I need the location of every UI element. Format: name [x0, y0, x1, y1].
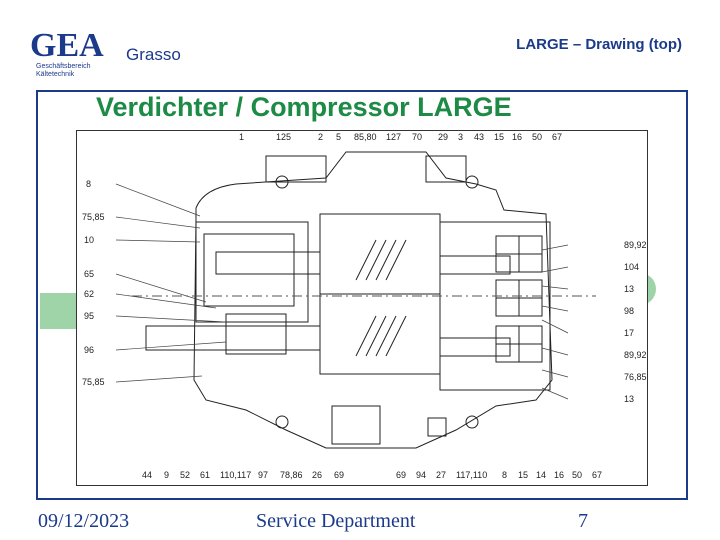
callout-label: 70 [412, 132, 423, 142]
labels-right [624, 240, 647, 404]
callout-label: 29 [438, 132, 449, 142]
callout-label: 127 [386, 132, 402, 142]
footer-date: 09/12/2023 [38, 510, 130, 532]
gea-logo-text: GEA [30, 28, 104, 62]
callout-label: 3 [458, 132, 464, 142]
callout-label: 69 [396, 470, 407, 480]
callout-label: 95 [84, 311, 95, 321]
upper-shaft [216, 252, 320, 274]
gea-logo-mark [30, 28, 122, 62]
callout-label: 43 [474, 132, 485, 142]
bolt-bottom-right [466, 416, 478, 428]
rotor-hatching-bottom [356, 316, 406, 356]
logo-subtitle-line2: Kältetechnik [36, 71, 75, 78]
right-housing [440, 222, 550, 390]
callout-label: 96 [84, 345, 95, 355]
slide-title: Verdichter / Compressor LARGE [96, 92, 512, 122]
labels-top [239, 132, 562, 142]
callout-label: 78,86 [280, 470, 303, 480]
callout-label: 62 [84, 289, 95, 299]
labels-bottom [142, 470, 602, 480]
callout-label: 1 [239, 132, 245, 142]
left-bearing-block [204, 234, 294, 306]
bolt-bottom-left [276, 416, 288, 428]
drive-shaft [146, 326, 320, 350]
left-housing [196, 222, 308, 322]
callout-label: 16 [512, 132, 523, 142]
footer-department: Service Department [256, 510, 416, 532]
logo-subtitle-line1: Geschäftsbereich [36, 63, 91, 70]
callout-label: 2 [318, 132, 324, 142]
callout-label: 17 [624, 328, 635, 338]
callout-label: 14 [536, 470, 547, 480]
callout-label: 117,110 [456, 470, 488, 480]
upper-shaft-right [440, 256, 510, 274]
callout-label: 85,80 [354, 132, 377, 142]
lower-shaft-right [440, 338, 510, 356]
callout-label: 104 [624, 262, 640, 272]
callout-label: 65 [84, 269, 95, 279]
callout-label: 15 [518, 470, 529, 480]
callout-label: 67 [592, 470, 603, 480]
callout-label: 67 [552, 132, 563, 142]
callout-label: 8 [502, 470, 508, 480]
compressor-drawing [76, 130, 648, 486]
callout-label: 50 [532, 132, 543, 142]
leader-lines [116, 184, 568, 399]
callout-label: 44 [142, 470, 153, 480]
shaft-seal [226, 314, 286, 354]
callout-label: 125 [276, 132, 292, 142]
callout-label: 27 [436, 470, 447, 480]
callout-label: 13 [624, 284, 635, 294]
callout-label: 13 [624, 394, 635, 404]
callout-label: 8 [86, 179, 92, 189]
callout-label: 76,85 [624, 372, 647, 382]
gea-logo [30, 28, 130, 80]
callout-label: 75,85 [82, 377, 105, 387]
brand-name: Grasso [126, 45, 181, 64]
callout-label: 52 [180, 470, 191, 480]
callout-label: 9 [164, 470, 170, 480]
bottom-port [332, 406, 380, 444]
callout-label: 5 [336, 132, 342, 142]
page-number: 7 [578, 510, 588, 532]
callout-label: 110,117 [220, 470, 252, 480]
callout-label: 26 [312, 470, 323, 480]
callout-label: 61 [200, 470, 211, 480]
callout-label: 89,92 [624, 350, 647, 360]
callout-label: 10 [84, 235, 95, 245]
bottom-plug [428, 418, 446, 436]
compressor-casing [194, 152, 552, 448]
callout-label: 69 [334, 470, 345, 480]
callout-label: 98 [624, 306, 635, 316]
callout-label: 94 [416, 470, 427, 480]
labels-left [82, 179, 105, 387]
callout-label: 15 [494, 132, 505, 142]
callout-label: 89,92 [624, 240, 647, 250]
callout-label: 75,85 [82, 212, 105, 222]
page-header-title: LARGE – Drawing (top) [516, 36, 682, 53]
callout-label: 50 [572, 470, 583, 480]
callout-label: 16 [554, 470, 565, 480]
rotor-hatching-top [356, 240, 406, 280]
callout-label: 97 [258, 470, 269, 480]
